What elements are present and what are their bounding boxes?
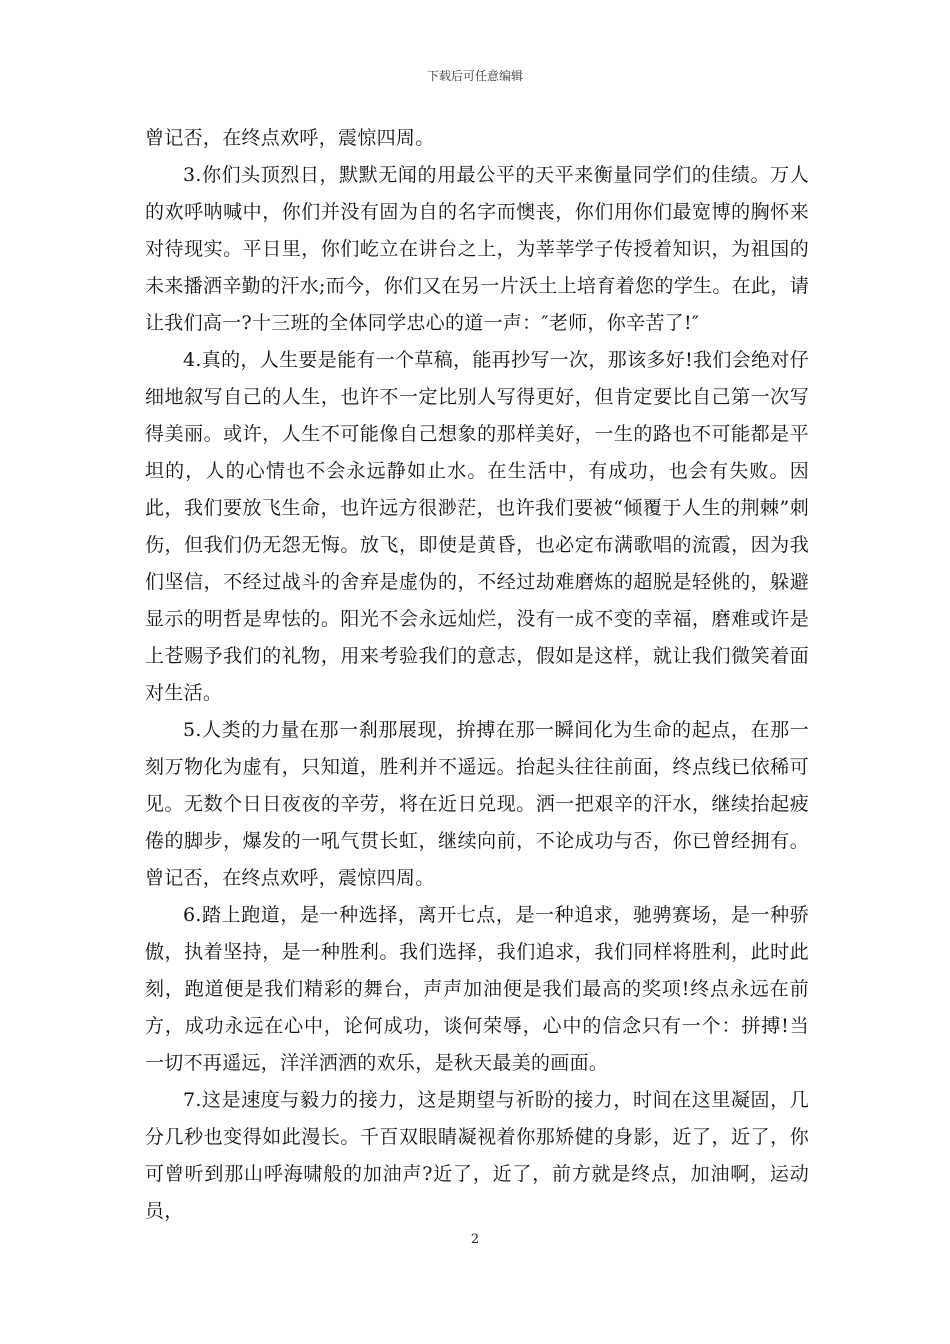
paragraph-7: 7.这是速度与毅力的接力，这是期望与祈盼的接力，时间在这里凝固，几分几秒也变得如此漫长。千百双眼睛凝视着你那矫健的身影，近了，近了，你可曾听到那山呼海啸般的加油声?近了，近了，前方就是终点，加油啊，运动员， [145,1089,809,1222]
paragraph-5: 5.人类的力量在那一刹那展现，拚搏在那一瞬间化为生命的起点，在那一刻万物化为虚有，只知道，胜利并不遥远。抬起头往往前面，终点线已依稀可见。无数个日日夜夜的辛劳，将在近日兑现。洒一把艰辛的汗水，继续抬起疲倦的脚步，爆发的一吼气贯长虹，继续向前，不论成功与否，你已曾经拥有。曾记否，在终点欢呼，震惊四周。 [145,719,809,889]
page-header: 下载后可任意编辑 [426,69,523,83]
paragraph-6: 6.踏上跑道，是一种选择，离开七点，是一种追求，驰骋赛场，是一种骄傲，执着坚持，是一种胜利。我们选择，我们追求，我们同样将胜利，此时此刻，跑道便是我们精彩的舞台，声声加油便是我们最高的奖项!终点永远在前方，成功永远在心中，论何成功，谈何荣辱，心中的信念只有一个：拼搏!当一切不再遥远，洋洋洒洒的欢乐，是秋天最美的画面。 [145,904,809,1074]
page-number: 2 [470,1232,480,1247]
document-body [145,120,809,1230]
paragraph-4: 4.真的，人生要是能有一个草稿，能再抄写一次，那该多好!我们会绝对仔细地叙写自己的人生，也许不一定比别人写得更好，但肯定要比自己第一次写得美丽。或许，人生不可能像自己想象的那样美好，一生的路也不可能都是平坦的，人的心情也不会永远静如止水。在生活中，有成功，也会有失败。因此，我们要放飞生命，也许远方很渺茫，也许我们要被“倾覆于人生的荆棘”刺伤，但我们仍无怨无悔。放飞，即使是黄昏，也必定布满歌唱的流霞，因为我们坚信，不经过战斗的舍弃是虚伪的，不经过劫难磨炼的超脱是轻佻的，躲避显示的明哲是卑怯的。阳光不会永远灿烂，没有一成不变的幸福，磨难或许是上苍赐予我们的礼物，用来考验我们的意志，假如是这样，就让我们微笑着面对生活。 [145,349,809,704]
paragraph-continuation: 曾记否，在终点欢呼，震惊四周。 [145,127,435,149]
paragraph-3: 3.你们头顶烈日，默默无闻的用最公平的天平来衡量同学们的佳绩。万人的欢呼呐喊中，你们并没有固为自的名字而懊丧，你们用你们最宽博的胸怀来对待现实。平日里，你们屹立在讲台之上，为莘莘学子传授着知识，为祖国的未来播洒辛勤的汗水;而今，你们又在另一片沃土上培育着您的学生。在此，请让我们高一?十三班的全体同学忠心的道一声：″老师，你辛苦了!″ [145,164,809,334]
